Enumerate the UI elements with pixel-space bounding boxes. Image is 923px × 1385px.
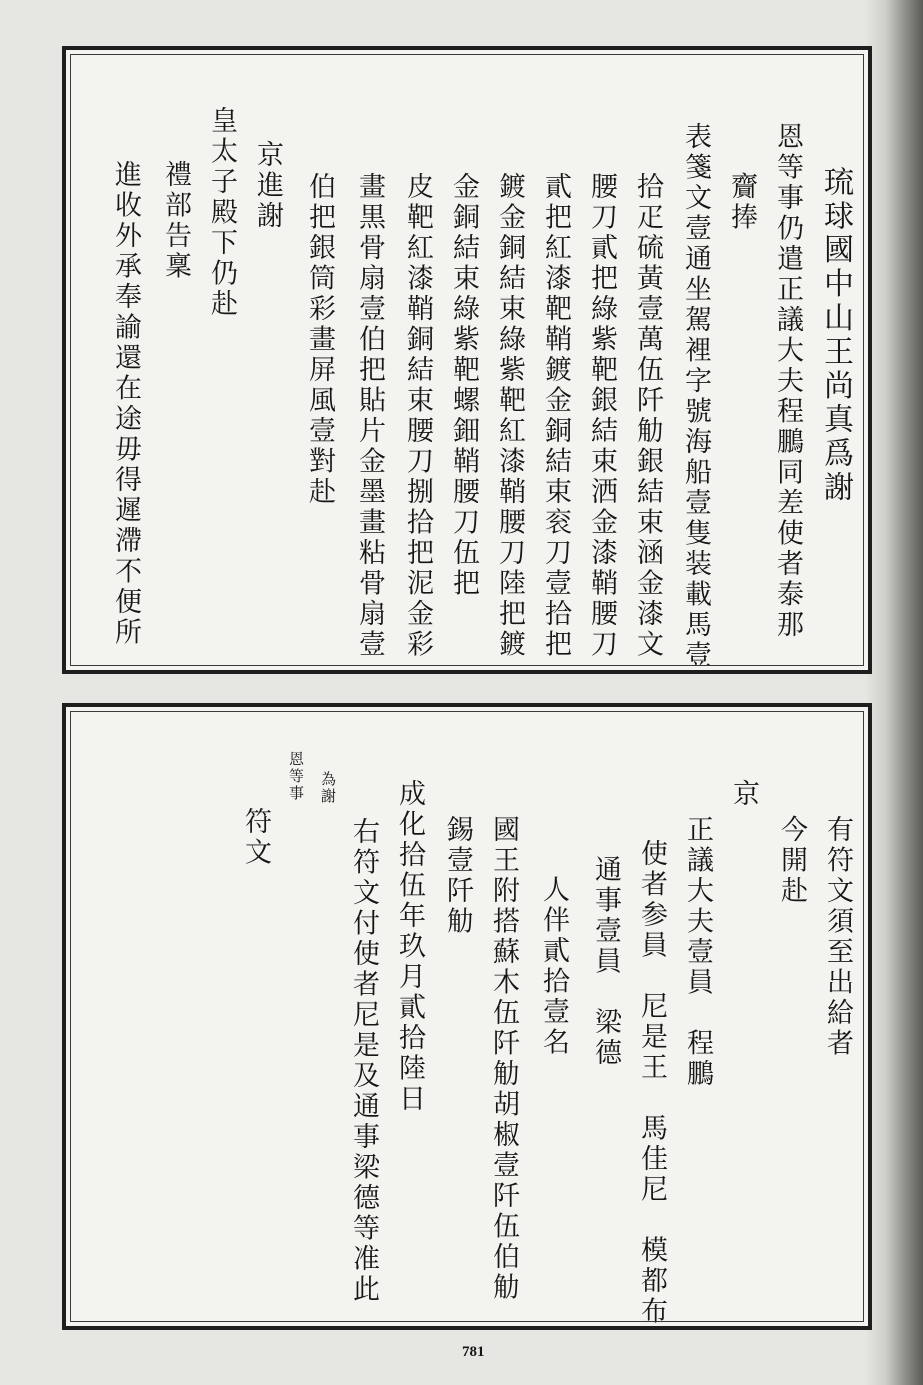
text-line: 表箋文壹通坐駕裡字號海船壹隻装載馬壹	[680, 122, 711, 672]
text-line: 錫壹阡觔	[442, 815, 473, 938]
text-line: 鍍金銅結束綠紫靶紅漆鞘腰刀陸把鍍	[494, 172, 525, 661]
footer-text: 符文	[240, 807, 271, 869]
annotation-text: 恩等事	[287, 751, 305, 802]
text-line: 禮部告稟	[160, 160, 191, 283]
text-line: 齎捧	[726, 172, 757, 234]
text-line: 右符文付使者尼是及通事梁德等准此	[348, 817, 379, 1306]
text-line: 金銅結束綠紫靶螺鈿鞘腰刀伍把	[448, 172, 479, 600]
document-panel-bottom	[62, 703, 872, 1330]
text-line: 恩等事仍遣正議大夫程鵬同差使者泰那	[772, 122, 803, 641]
text-line: 皇太子殿下仍赴	[206, 106, 237, 320]
document-panel-top	[62, 46, 872, 674]
annotation-text: 為謝	[319, 771, 337, 805]
book-spine-shadow	[865, 0, 923, 1385]
text-line: 皮靶紅漆鞘銅結束腰刀捌拾把泥金彩	[402, 172, 433, 661]
text-line: 腰刀貳把綠紫靶銀結束洒金漆鞘腰刀	[586, 172, 617, 661]
text-line: 伯把銀筒彩畫屏風壹對赴	[304, 172, 335, 508]
document-title: 琉球國中山王尚真爲謝	[818, 166, 853, 505]
page-number: 781	[462, 1344, 485, 1360]
text-line: 京進謝	[252, 140, 283, 232]
text-line: 有符文須至出給者	[822, 815, 853, 1060]
text-line: 今開赴	[776, 815, 807, 907]
text-line: 通事壹員 梁德	[590, 855, 621, 1069]
text-line: 進收外承奉諭還在途毋得遲滯不便所	[110, 160, 141, 649]
text-line: 畫黒骨扇壹伯把貼片金墨畫粘骨扇壹	[354, 172, 385, 661]
text-line: 成化拾伍年玖月貳拾陸日	[394, 779, 425, 1115]
text-line: 正議大夫壹員 程鵬	[682, 815, 713, 1090]
text-line: 拾疋硫黃壹萬伍阡觔銀結束涵金漆文	[632, 172, 663, 661]
text-line: 使者参員 尼是王 馬佳尼 模都布	[636, 839, 667, 1328]
text-line: 貳把紅漆靶鞘鍍金銅結束衮刀壹拾把	[540, 172, 571, 661]
text-line: 人伴貳拾壹名	[538, 875, 569, 1059]
text-line: 京	[728, 779, 759, 810]
text-line: 國王附搭蘇木伍阡觔胡椒壹阡伍伯觔	[488, 815, 519, 1304]
